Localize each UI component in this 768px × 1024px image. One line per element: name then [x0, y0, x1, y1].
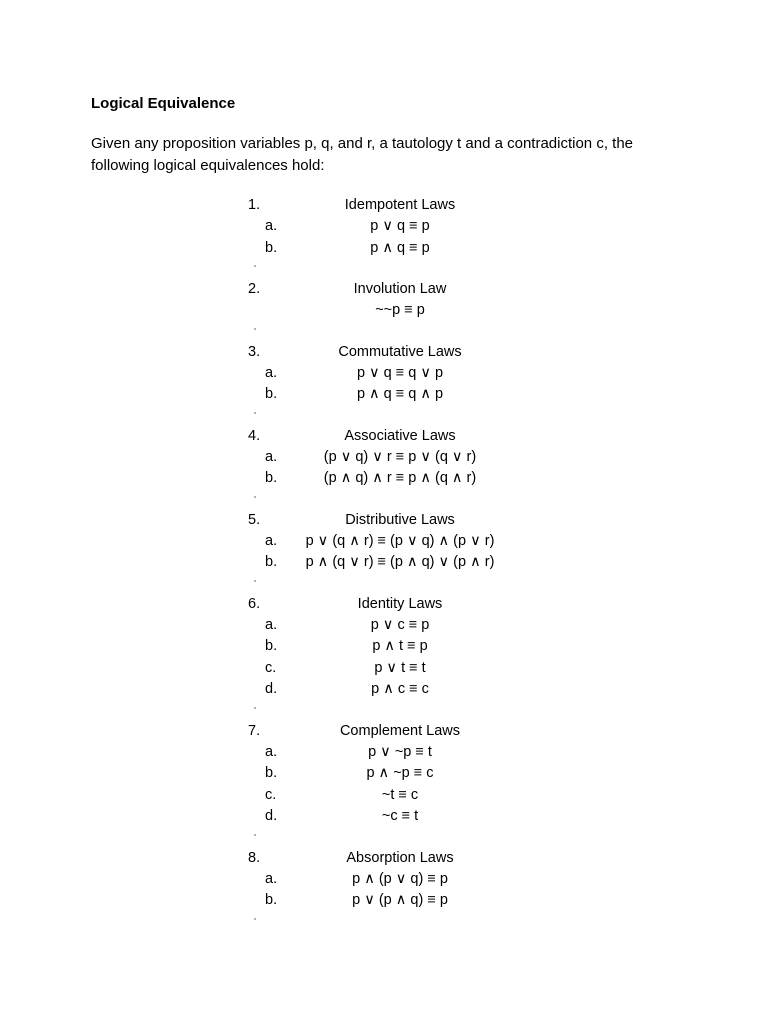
- law-name: Complement Laws: [339, 722, 461, 739]
- item-letter: b.: [265, 765, 278, 781]
- law-item: [248, 238, 558, 260]
- law-name: Commutative Laws: [338, 343, 462, 360]
- law-item: [248, 806, 558, 828]
- item-formula: p ∧ q ≡ q ∧ p: [356, 386, 444, 402]
- law-number: 3.: [248, 343, 261, 360]
- law-item: [248, 869, 558, 891]
- item-letter: c.: [265, 659, 277, 676]
- law-name: Involution Law: [353, 281, 447, 297]
- item-formula: p ∧ (q ∨ r) ≡ (p ∧ q) ∨ (p ∧ r): [305, 554, 495, 570]
- law-number: 1.: [248, 197, 261, 213]
- section-separator-dot: [248, 406, 558, 426]
- law-item: [248, 658, 558, 680]
- law-header: [248, 510, 558, 531]
- law-number: 4.: [248, 427, 261, 444]
- item-letter: d.: [265, 681, 278, 697]
- item-formula: (p ∨ q) ∨ r ≡ p ∨ (q ∨ r): [323, 448, 477, 465]
- intro-paragraph: Given any proposition variables p, q, and r, a tautology t and a contradiction c, the following logical equivalences hold:: [91, 135, 633, 174]
- law-item: [248, 468, 558, 490]
- document-title: Logical Equivalence: [91, 95, 236, 112]
- item-formula: p ∧ t ≡ p: [372, 638, 428, 654]
- law-item: [248, 216, 558, 238]
- law-number: 2.: [248, 281, 261, 297]
- item-formula: p ∨ t ≡ t: [374, 659, 426, 676]
- law-item: [248, 785, 558, 807]
- item-formula: p ∧ ~p ≡ c: [366, 765, 434, 781]
- law-section: [248, 342, 558, 426]
- law-name: Idempotent Laws: [344, 197, 456, 213]
- law-number: 7.: [248, 722, 261, 739]
- law-item: [248, 300, 558, 322]
- item-formula: p ∨ q ≡ q ∨ p: [356, 364, 444, 381]
- law-item: [248, 384, 558, 406]
- law-section: [248, 848, 558, 932]
- item-formula: ~~p ≡ p: [375, 302, 425, 318]
- item-letter: a.: [265, 364, 278, 381]
- law-header: [248, 594, 558, 615]
- item-letter: b.: [265, 892, 278, 908]
- law-header: [248, 721, 558, 742]
- law-header: [248, 279, 558, 300]
- item-formula: p ∨ ~p ≡ t: [368, 743, 432, 760]
- item-formula: p ∨ (p ∧ q) ≡ p: [352, 892, 448, 908]
- item-formula: p ∧ c ≡ c: [371, 681, 429, 697]
- item-letter: d.: [265, 808, 278, 824]
- law-item: [248, 636, 558, 658]
- section-separator-dot: [248, 701, 558, 721]
- law-header: [248, 195, 558, 216]
- law-name: Associative Laws: [344, 427, 456, 444]
- item-letter: a.: [265, 743, 278, 760]
- law-item: [248, 763, 558, 785]
- item-formula: ~c ≡ t: [381, 808, 419, 824]
- section-separator-dot: [248, 490, 558, 510]
- item-letter: a.: [265, 870, 278, 887]
- item-formula: ~t ≡ c: [381, 786, 419, 803]
- law-item: [248, 679, 558, 701]
- laws-list: [248, 195, 558, 932]
- section-separator-dot: [248, 912, 558, 932]
- section-separator-dot: [248, 322, 558, 342]
- law-header: [248, 848, 558, 869]
- item-letter: b.: [265, 386, 278, 402]
- law-item: [248, 890, 558, 912]
- item-letter: b.: [265, 554, 278, 570]
- law-item: [248, 531, 558, 553]
- item-letter: a.: [265, 448, 278, 465]
- law-item: [248, 447, 558, 469]
- item-formula: p ∧ (p ∨ q) ≡ p: [352, 870, 448, 887]
- law-item: [248, 363, 558, 385]
- law-header: [248, 426, 558, 447]
- law-section: [248, 594, 558, 721]
- item-formula: p ∨ c ≡ p: [370, 616, 430, 633]
- item-formula: p ∧ q ≡ p: [370, 239, 430, 256]
- law-number: 5.: [248, 511, 261, 528]
- item-letter: b.: [265, 470, 278, 486]
- law-name: Distributive Laws: [345, 511, 455, 528]
- item-formula: (p ∧ q) ∧ r ≡ p ∧ (q ∧ r): [323, 470, 477, 486]
- law-section: [248, 426, 558, 510]
- law-item: [248, 742, 558, 764]
- law-section: [248, 510, 558, 594]
- item-formula: p ∨ (q ∧ r) ≡ (p ∨ q) ∧ (p ∨ r): [305, 532, 495, 549]
- item-letter: b.: [265, 638, 278, 654]
- law-number: 6.: [248, 595, 261, 612]
- law-number: 8.: [248, 849, 261, 866]
- law-header: [248, 342, 558, 363]
- item-letter: c.: [265, 786, 277, 803]
- item-letter: b.: [265, 239, 278, 256]
- section-separator-dot: [248, 259, 558, 279]
- item-letter: a.: [265, 616, 278, 633]
- law-item: [248, 552, 558, 574]
- law-section: [248, 279, 558, 342]
- law-item: [248, 615, 558, 637]
- law-name: Identity Laws: [357, 595, 443, 612]
- law-name: Absorption Laws: [346, 849, 454, 866]
- item-letter: a.: [265, 218, 278, 234]
- item-letter: a.: [265, 532, 278, 549]
- section-separator-dot: [248, 574, 558, 594]
- section-separator-dot: [248, 828, 558, 848]
- law-section: [248, 195, 558, 279]
- item-formula: p ∨ q ≡ p: [370, 218, 430, 234]
- law-section: [248, 721, 558, 848]
